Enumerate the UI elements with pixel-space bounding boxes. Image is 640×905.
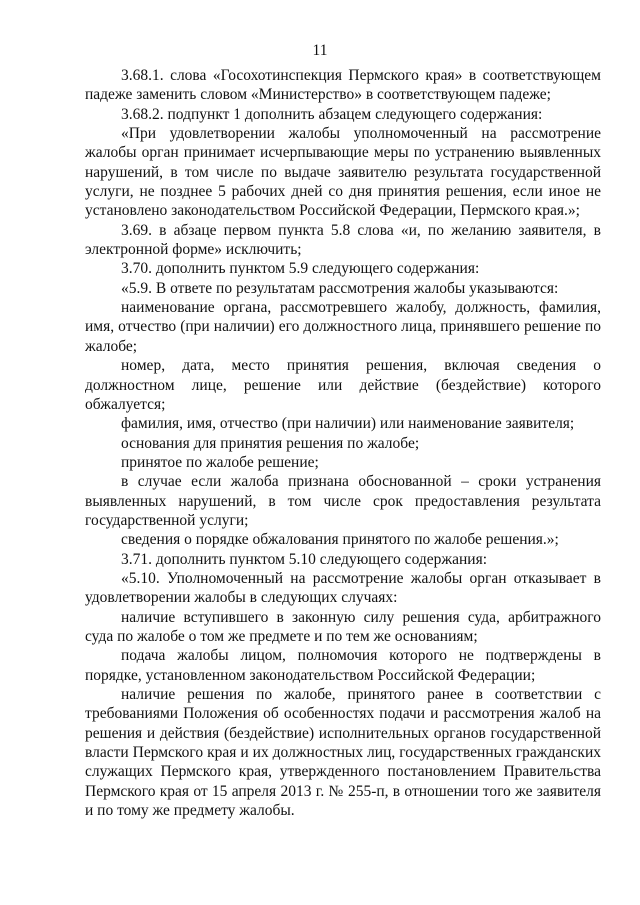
list-item-remedy-terms: в случае если жалоба признана обоснованной – сроки устранения выявленных нарушений, в том числе срок предоставления результата государственной услуги; bbox=[85, 473, 601, 529]
list-item-unconfirmed-authority: подача жалобы лицом, полномочия которого не подтверждены в порядке, установленном законодательством Российской Федерации; bbox=[85, 647, 601, 684]
paragraph-5-10: «5.10. Уполномоченный на рассмотрение жалобы орган отказывает в удовлетворении жалобы в следующих случаях: bbox=[85, 569, 601, 607]
list-item-decision: принятое по жалобе решение; bbox=[121, 453, 319, 471]
paragraph-3-68-1: 3.68.1. слова «Госохотинспекция Пермского края» в соответствующем падеже заменить словом «Министерство» в соответствующем падеже; bbox=[85, 67, 601, 104]
list-item-organ-name: наименование органа, рассмотревшего жалобу, должность, фамилия, имя, отчество (при наличии) его должностного лица, принявшего решение по жалобе; bbox=[85, 299, 601, 355]
page-number: 11 bbox=[312, 42, 328, 59]
paragraph-3-68-2: 3.68.2. подпункт 1 дополнить абзацем следующего содержания: bbox=[121, 105, 543, 123]
list-item-decision-grounds: основания для принятия решения по жалобе; bbox=[121, 434, 420, 452]
list-item-prior-decision: наличие решения по жалобе, принятого ранее в соответствии с требованиями Положения об особенностях подачи и рассмотрения жалоб на решения и действия (бездействие) исполнительных органов государственной власти Пермского края и их должностных лиц, государственных гражданских служащих Пермского края, утвержденного постановлением Правительства Пермского края от 15 апреля 2013 г. № 255-п, в отношении того же заявителя и по тому же предмету жалобы. bbox=[85, 686, 601, 820]
list-item-applicant-name: фамилия, имя, отчество (при наличии) или наименование заявителя; bbox=[121, 415, 575, 433]
paragraph-3-69: 3.69. в абзаце первом пункта 5.8 слова «и, по желанию заявителя, в электронной форме» исключить; bbox=[85, 221, 601, 259]
paragraph-quoted-satisfaction: «При удовлетворении жалобы уполномоченный на рассмотрение жалобы орган принимает исчерпывающие меры по устранению выявленных нарушений, в том числе по выдаче заявителю результата государственной услуги, не позднее 5 рабочих дней со дня принятия решения, если иное не установлено законодательством Российской Федерации, Пермского края.»; bbox=[85, 125, 601, 220]
list-item-appeal-procedure: сведения о порядке обжалования принятого по жалобе решения.»; bbox=[121, 531, 559, 549]
paragraph-3-71: 3.71. дополнить пунктом 5.10 следующего содержания: bbox=[121, 550, 487, 568]
paragraph-5-9: «5.9. В ответе по результатам рассмотрения жалобы указываются: bbox=[121, 279, 559, 297]
list-item-decision-details: номер, дата, место принятия решения, включая сведения о должностном лице, решение или действие (бездействие) которого обжалуется; bbox=[85, 357, 601, 413]
document-body bbox=[85, 66, 601, 820]
paragraph-3-70: 3.70. дополнить пунктом 5.9 следующего содержания: bbox=[121, 260, 480, 278]
list-item-court-decision: наличие вступившего в законную силу решения суда, арбитражного суда по жалобе о том же предмете и по тем же основаниям; bbox=[85, 608, 601, 645]
